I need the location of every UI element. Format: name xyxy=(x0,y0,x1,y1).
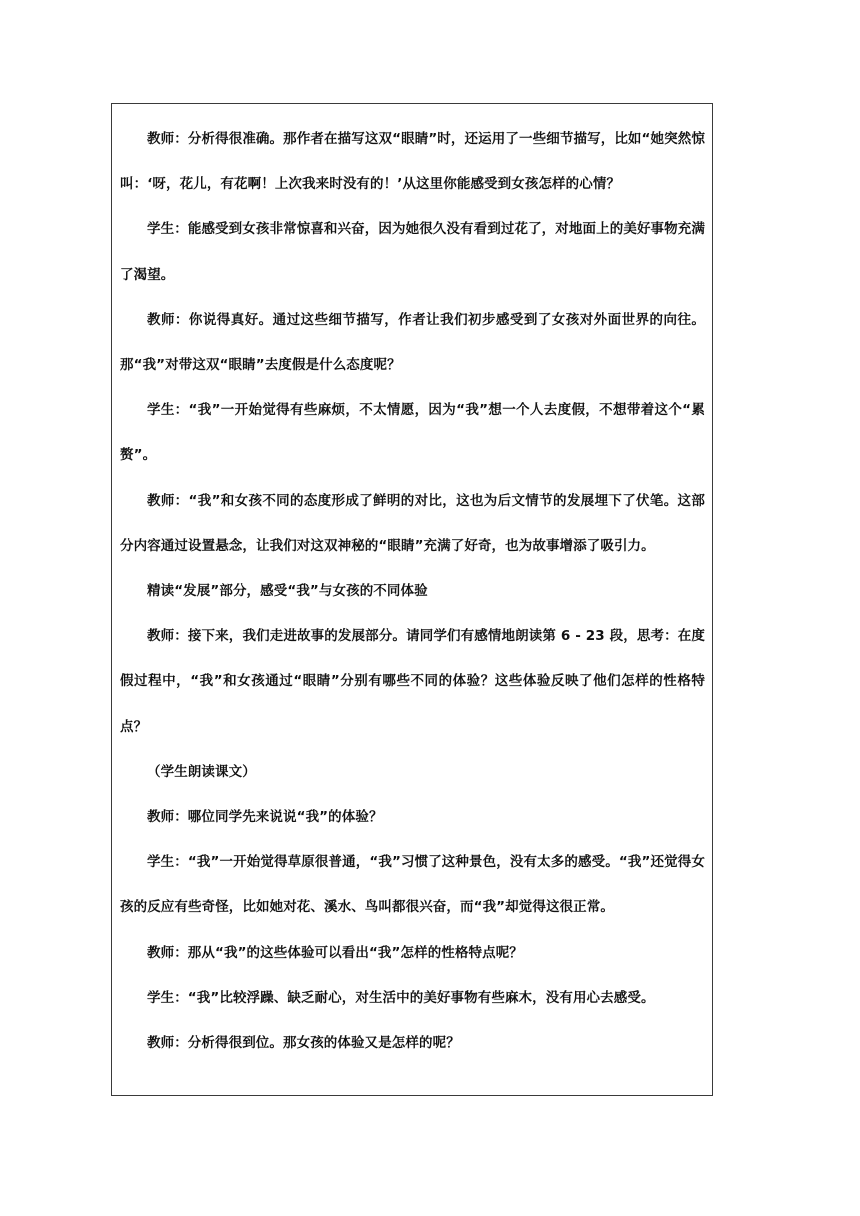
lesson-transcript-box xyxy=(111,103,713,1096)
paragraph-student-experience: 学生：“我”一开始觉得草原很普通，“我”习惯了这种景色，没有太多的感受。“我”还觉得女孩的反应有些奇怪，比如她对花、溪水、鸟叫都很兴奋，而“我”却觉得这很正常。 xyxy=(120,854,705,916)
paragraph-teacher-girl-question: 教师：分析得很到位。那女孩的体验又是怎样的呢？ xyxy=(147,1035,460,1052)
paragraph-student-reading-note: （学生朗读课文） xyxy=(147,763,256,780)
paragraph-student-character: 学生：“我”比较浮躁、缺乏耐心，对生活中的美好事物有些麻木，没有用心去感受。 xyxy=(147,989,655,1006)
paragraph-teacher-experience-question: 教师：哪位同学先来说说“我”的体验？ xyxy=(147,809,383,826)
paragraph-student-burden: 学生：“我”一开始觉得有些麻烦，不太情愿，因为“我”想一个人去度假，不想带着这个“累赘”。 xyxy=(120,402,705,464)
transcript-content xyxy=(112,104,712,1095)
section-heading-development: 精读“发展”部分，感受“我”与女孩的不同体验 xyxy=(147,583,428,600)
paragraph-teacher-attitude-question: 教师：你说得真好。通过这些细节描写，作者让我们初步感受到了女孩对外面世界的向往。那“我”对带这双“眼睛”去度假是什么态度呢？ xyxy=(120,311,705,374)
paragraph-teacher-contrast: 教师：“我”和女孩不同的态度形成了鲜明的对比，这也为后文情节的发展埋下了伏笔。这部分内容通过设置悬念，让我们对这双神秘的“眼睛”充满了好奇，也为故事增添了吸引力。 xyxy=(120,492,705,554)
paragraph-student-surprise: 学生：能感受到女孩非常惊喜和兴奋，因为她很久没有看到过花了，对地面上的美好事物充满了渴望。 xyxy=(120,221,705,283)
paragraph-teacher-detail-question: 教师：分析得很准确。那作者在描写这双“眼睛”时，还运用了一些细节描写，比如“她突然惊叫：‘呀，花儿，有花啊！上次我来时没有的！’从这里你能感受到女孩怎样的心情？ xyxy=(120,131,705,193)
paragraph-teacher-reading-task: 教师：接下来，我们走进故事的发展部分。请同学们有感情地朗读第 6 - 23 段，思考：在度假过程中，“我”和女孩通过“眼睛”分别有哪些不同的体验？这些体验反映了他们怎样的性格特点？ xyxy=(120,628,705,735)
paragraph-teacher-character-question: 教师：那从“我”的这些体验可以看出“我”怎样的性格特点呢？ xyxy=(147,944,523,961)
